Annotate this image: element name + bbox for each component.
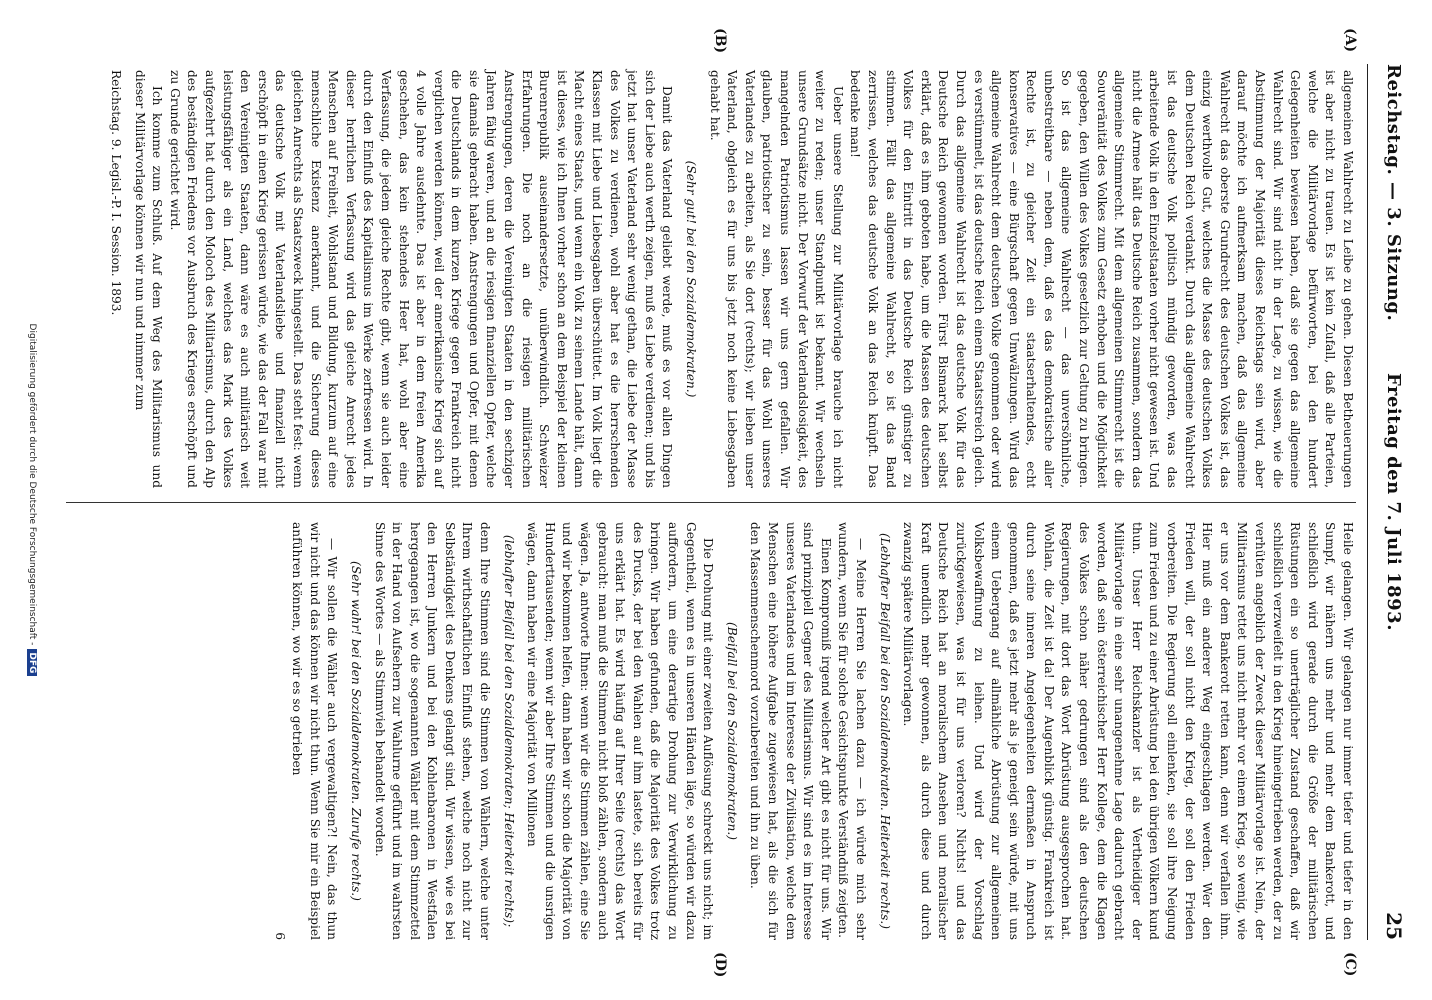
credit-text: Digitalisierung gefördert durch die Deutsche Forschungsgemeinschaft - (27, 323, 37, 646)
paragraph: Heile gelangen. Wir gelangen nur immer tiefer und tiefer in den Sumpf, wir nähern uns mehr und mehr dem Bankerott, und schließlich wird gerade durch die Größe der militärischen Rüstungen ein so unerträglicher Zustand geschaffen, daß wir schließlich verzweifelt in den Krieg hineingetrieben werden, der zu verhüten angeblich der Zweck dieser Militärvorlage ist. Nein, der Militarismus rettet uns nicht mehr vor einem Krieg, so wenig, wie er uns vor dem Bankerott retten kann, denn wir verfallen ihm. Hier muß ein anderer Weg eingeschlagen werden. Wer den Frieden will, der soll nicht den Krieg, der soll den Frieden vorbereiten. Die Regierung soll einlenken, sie soll ihre Neigung zum Frieden und zu einer Abrüstung bei den übrigen Völkern kund thun. Unser Herr Reichskanzler ist als Vertheidiger der Militärvorlage in eine sehr unangenehme Lage dadurch gebracht worden, daß sein österreichischer Herr Kollege, dem die Klagen des Volkes schon näher gedrungen sind als den deutschen Regierungen, mit dort das Wort Abrüstung ausgesprochen hat. Wohlan, die Zeit ist da! Der Augenblick günstig. Frankreich ist durch seine inneren Angelegenheiten dermaßen in Anspruch genommen, daß es jetzt mehr als je geneigt sein würde, mit uns einem Uebergang auf allmähliche Abrüstung zur allgemeinen Volksbewaffnung zu leihen. Und wird der Vorschlag zurückgewiesen, was ist für uns verloren? Nichts! und das Deutsche Reich hat an moralischem Ansehen und moralischer Kraft unendlich mehr gewonnen, als durch diese und durch zwanzig spätere Militärvorlagen. (901, 522, 1355, 940)
header-page-number: 25 (1382, 912, 1406, 940)
paragraph: — Meine Herren Sie lachen dazu — ich würde mich sehr wundern, wenn Sie für solche Gesichtspunkte Verständniß zeigten. (836, 522, 868, 940)
right-text-column (270, 522, 1356, 940)
paragraph: denn Ihre Stimmen sind die Stimmen von Wählern, welche unter Ihrem wirthschaftlichen Einfluß stehen, welche noch nicht zur Selbständigkeit des Denkens gelangt sind. Wir wissen, wie es bei den Herren Junkern und bei den Kohlenbaronen in Westfalen hergegangen ist, wo die sogenannten Wähler mit dem Stimmzettel in der Hand von Aufsehern zur Wahlurne geführt und im wahrsten Sinne des Wortes — als Stimmvieh behandelt worden. (372, 522, 493, 940)
header-date: Freitag den 7. Juli 1893. (1383, 373, 1404, 631)
paragraph: Damit das Vaterland geliebt werde, muß es vor allen Dingen sich der Liebe auch werth zeigen, muß es Liebe verdienen; und bis jetzt hat unser Vaterland sehr wenig gethan, die Liebe der Masse des Volkes zu verdienen, wohl aber hat es die herrschenden Klassen mit Liebe und Liebesgaben überschüttet. Im Volk liegt die Macht eines Staats, und wenn ein Volk zu seinem Lande hält, dann ist dieses, wie ich Ihnen vorher schon an dem Beispiel der kleinen Burenrepublik auseinandersetzte, unüberwindlich. Schweizer Erfahrungen. Die noch an die riesigen militärischen Anstrengungen, deren die Vereinigten Staaten in den sechziger Jahren fähig waren, und an die riesigen finanziellen Opfer, welche sie damals gebracht haben. Anstrengungen und Opfer, mit denen die Deutschlands in dem kurzen Kriege gegen Frankreich nicht verglichen werden können, weil der amerikanische Krieg sich auf 4 volle Jahre ausdehnte. Das ist aber in dem freien Amerika geschehen, das kein stehendes Heer hat, wohl aber eine Verfassung, die jedem gleiche Rechte gibt, wenn sie auch leider durch den Einfluß des Kapitalismus im Werke zerfressen wird. In dieser herrlichen Verfassung wird das gleiche Anrecht jedes Menschen auf Freiheit, Wohlstand und Bildung, kurzum auf eine menschliche Existenz anerkannt, und die Sicherung dieses gleichen Anrechts als Staatszweck hingestellt. Das steht fest: wenn das deutsche Volk mit Vaterlandsliebe und finanziell nicht erschöpft in einen Krieg gerissen würde, wie das der Fall war mit den Vereinigten Staaten, dann wäre es auch militärisch weit leistungsfähiger als ein Land, welches das Mark des Volkes aufgezehrt hat durch den Moloch des Militarismus, durch den Alp des beständigen Friedens vor Ausbruch des Krieges erschöpft und zu Grunde gerichtet wird. (167, 70, 675, 488)
interjection: (Sehr gut! bei den Sozialdemokraten.) (684, 160, 699, 398)
left-text-column (106, 70, 1356, 488)
header-rule (1367, 64, 1368, 940)
signature-number: 6 (272, 932, 287, 940)
header-session-title: Reichstag. — 3. Sitzung. (1383, 64, 1404, 322)
column-divider (66, 502, 1356, 503)
digitization-credit (27, 20, 37, 980)
interjection: (Lebhafter Beifall bei den Sozialdemokraten. Heiterkeit rechts.) (877, 532, 892, 930)
margin-mark-d: (D) (712, 952, 728, 978)
column-footer-note: Reichstag. 9. Legisl.-P. I. Session. 1893. (109, 70, 124, 316)
paragraph: Ueber unsere Stellung zur Militärvorlage brauche ich nicht weiter zu reden; unser Standpunkt ist bekannt. Wir wechseln unsere Grundsätze nicht. Der Vorwurf der Vaterlandslosigkeit, des mangelnden Patriotismus lassen wir uns gern gefallen. Wir glauben, patriotischer zu sein, besser für das Wohl unseres Vaterlandes zu arbeiten, als Sie dort (rechts); wir lieben unser Vaterland, obgleich es für uns bis jetzt noch keine Liebesgaben gehabt hat. (707, 70, 845, 488)
paragraph: Die Drohung mit einer zweiten Auflösung schreckt uns nicht; im Gegentheil, wenn es in unseren Händen läge, so würden wir dazu auffordern, um eine derartige Drohung zur Verwirklichung zu bringen. Wir haben gefunden, daß die Majorität des Volkes trotz des Drucks, der bei den Wahlen auf ihm lastete, sich bereits für uns erklärt hat. Es wird häufig auf Ihrer Seite (rechts) das Wort gebraucht: man muß die Stimmen nicht bloß zählen, sondern auch wägen. Ja, antworte Ihnen: wenn wir die Stimmen zählen, eine Sie und wir bekommen helfen, dann haben wir schon die Majorität von Hunderttausenden; wenn wir aber Ihre Stimmen und die unsrigen wägen, dann haben wir eine Majorität von Millionen (525, 522, 716, 940)
interjection: (Beifall bei den Sozialdemokraten.) (724, 622, 739, 840)
margin-mark-a: (A) (1342, 28, 1358, 53)
interjection: (lebhafter Beifall bei den Sozialdemokraten; Heiterkeit rechts); (501, 534, 516, 928)
paragraph: — Wir sollen die Wähler auch vergewaltigen?! Nein, das thun wir nicht und das können wir nicht thun. Wenn Sie mir ein Beispiel anführen können, wo wir es so getrieben (290, 522, 340, 940)
paragraph: Einen Kompromiß irgend welcher Art gibt es nicht für uns. Wir sind prinzipiell Gegner des Militarismus. Wir sind es im Interesse unseres Vaterlandes und im Interesse der Zivilisation, welche dem Menschen eine höhere Aufgabe zugewiesen hat, als die sich für den Massenmenschenmord vorzubereiten und ihn zu üben. (748, 522, 833, 940)
interjection: (Sehr wahr! bei den Sozialdemokraten. Zurufe rechts.) (348, 561, 363, 901)
paragraph: Ich komme zum Schluß. Auf dem Weg des Militarismus und dieser Militärvorlage können wir nun und nimmer zum (132, 70, 165, 488)
paragraph: allgemeinen Wahlrecht zu Leibe zu gehen. Diesen Betheuerungen ist aber nicht zu trauen. Es ist kein Zufall, daß alle Parteien, welche die Militärvorlage befürworten, bei den hundert Gelegenheiten bewiesen haben, daß sie gegen das allgemeine Wahlrecht sind. Wir sind nicht in der Lage, zu wissen, wie die Abstimmung der Majorität dieses Reichstags sein wird, aber darauf möchte ich aufmerksam machen, daß das allgemeine Wahlrecht das oberste Grundrecht des deutschen Volkes ist, das einzig werthvolle Gut, welches die Masse des deutschen Volkes dem Deutschen Reich verdankt. Durch das allgemeine Wahlrecht ist das deutsche Volk politisch mündig geworden, was das arbeitende Volk in den Einzelstaaten vorher nicht gewesen ist. Und nicht die Armee hält das Deutsche Reich zusammen, sondern das allgemeine Stimmrecht. Mit dem allgemeinen Stimmrecht ist die Souveränität des Volkes zum Gesetz erhoben und die Möglichkeit gegeben, den Willen des Volkes gesetzlich zur Geltung zu bringen. So ist das allgemeine Wahlrecht — das unversöhnliche, unbestreitbare — neben dem, daß es das demokratische aller Rechte ist, zu gleicher Zeit ein staatserhaltendes, echt konservatives — eine Bürgschaft gegen Umwälzungen. Wird das allgemeine Wahlrecht dem deutschen Volke genommen oder wird es verstümmelt, ist das deutsche Reich einem Staatsstreich gleich. Durch das allgemeine Wahlrecht ist das deutsche Volk für das Deutsche Reich gewonnen worden. Fürst Bismarck hat selbst erklärt, daß es ihm geboten habe, um die Massen des deutschen Volkes für den Eintritt in das Deutsche Reich günstiger zu stimmen. Fällt das allgemeine Wahlrecht, so ist das Band zerrissen, welches das deutsche Volk an das Reich knüpft. Das bedenke man! (848, 70, 1355, 488)
page-header (1374, 64, 1414, 940)
dfg-logo: DFG (27, 649, 37, 676)
margin-mark-b: (B) (712, 28, 728, 54)
margin-mark-c: (C) (1342, 952, 1358, 977)
